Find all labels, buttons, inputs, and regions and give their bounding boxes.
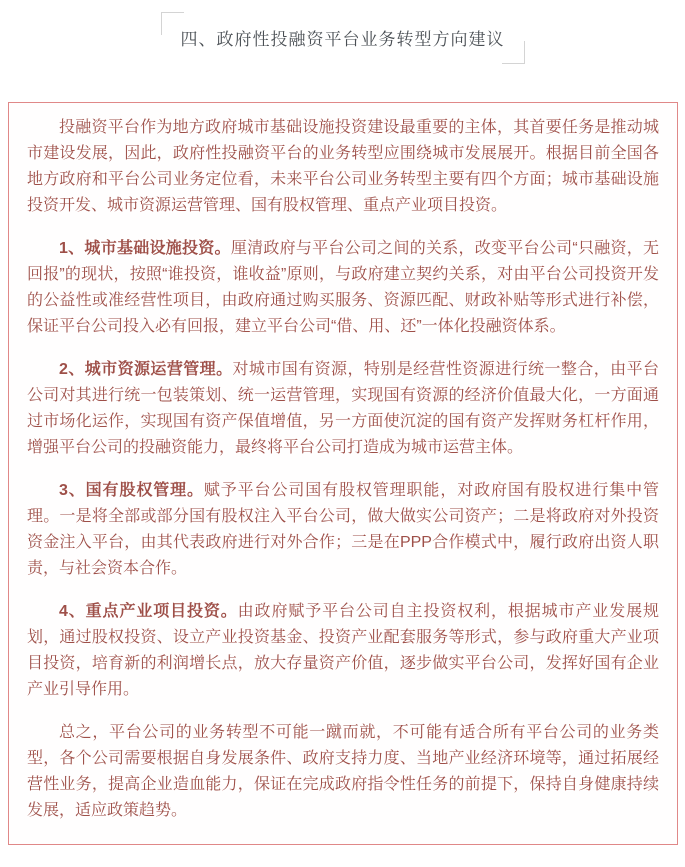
paragraph-intro [27, 115, 659, 219]
paragraph-item-3 [27, 478, 659, 582]
paragraph-lead: 3、国有股权管理。 [59, 482, 204, 499]
paragraph-item-2 [27, 357, 659, 461]
paragraph-text: 由政府赋予平台公司自主投资权利，根据城市产业发展规划，通过股权投资、设立产业投资基金、投资产业配套服务等形式，参与政府重大产业项目投资，培育新的利润增长点，放大存量资产价值，逐步做实平台公司，发挥好国有企业产业引导作用。 [27, 603, 659, 698]
title-block [175, 24, 511, 56]
paragraph-item-4 [27, 599, 659, 703]
paragraph-text: 对城市国有资源，特别是经营性资源进行统一整合，由平台公司对其进行统一包装策划、统一运营管理，实现国有资源的经济价值最大化，一方面通过市场化运作，实现国有资产保值增值，另一方面使沉淀的国有资产发挥财务杠杆作用，增强平台公司的投融资能力，最终将平台公司打造成为城市运营主体。 [27, 361, 659, 456]
title-corner-top-left-decoration [161, 12, 184, 35]
article-box [8, 102, 678, 845]
paragraph-item-1 [27, 236, 659, 340]
paragraph-text: 总之，平台公司的业务转型不可能一蹴而就，不可能有适合所有平台公司的业务类型，各个公司需要根据自身发展条件、政府支持力度、当地产业经济环境等，通过拓展经营性业务，提高企业造血能力，保证在完成政府指令性任务的前提下，保持自身健康持续发展，适应政策趋势。 [27, 724, 659, 819]
paragraph-lead: 2、城市资源运营管理。 [59, 361, 233, 378]
paragraph-lead: 1、城市基础设施投资。 [59, 240, 231, 257]
title-corner-bottom-right-decoration [502, 41, 525, 64]
paragraph-text: 赋予平台公司国有股权管理职能，对政府国有股权进行集中管理。一是将全部或部分国有股权注入平台公司，做大做实公司资产；二是将政府对外投资资金注入平台，由其代表政府进行对外合作；三是在PPP合作模式中，履行政府出资人职责，与社会资本合作。 [27, 482, 659, 577]
paragraph-text: 投融资平台作为地方政府城市基础设施投资建设最重要的主体，其首要任务是推动城市建设发展，因此，政府性投融资平台的业务转型应围绕城市发展展开。根据目前全国各地方政府和平台公司业务定位看，未来平台公司业务转型主要有四个方面；城市基础设施投资开发、城市资源运营管理、国有股权管理、重点产业项目投资。 [27, 119, 659, 214]
paragraph-lead: 4、重点产业项目投资。 [59, 603, 238, 620]
paragraph-conclusion [27, 720, 659, 824]
title-row [0, 0, 685, 76]
page-title: 四、政府性投融资平台业务转型方向建议 [180, 30, 505, 49]
paragraph-text: 厘清政府与平台公司之间的关系，改变平台公司“只融资，无回报”的现状，按照“谁投资，谁收益”原则，与政府建立契约关系，对由平台公司投资开发的公益性或准经营性项目，由政府通过购买服务、资源匹配、财政补贴等形式进行补偿，保证平台公司投入必有回报，建立平台公司“借、用、还”一体化投融资体系。 [27, 240, 659, 335]
